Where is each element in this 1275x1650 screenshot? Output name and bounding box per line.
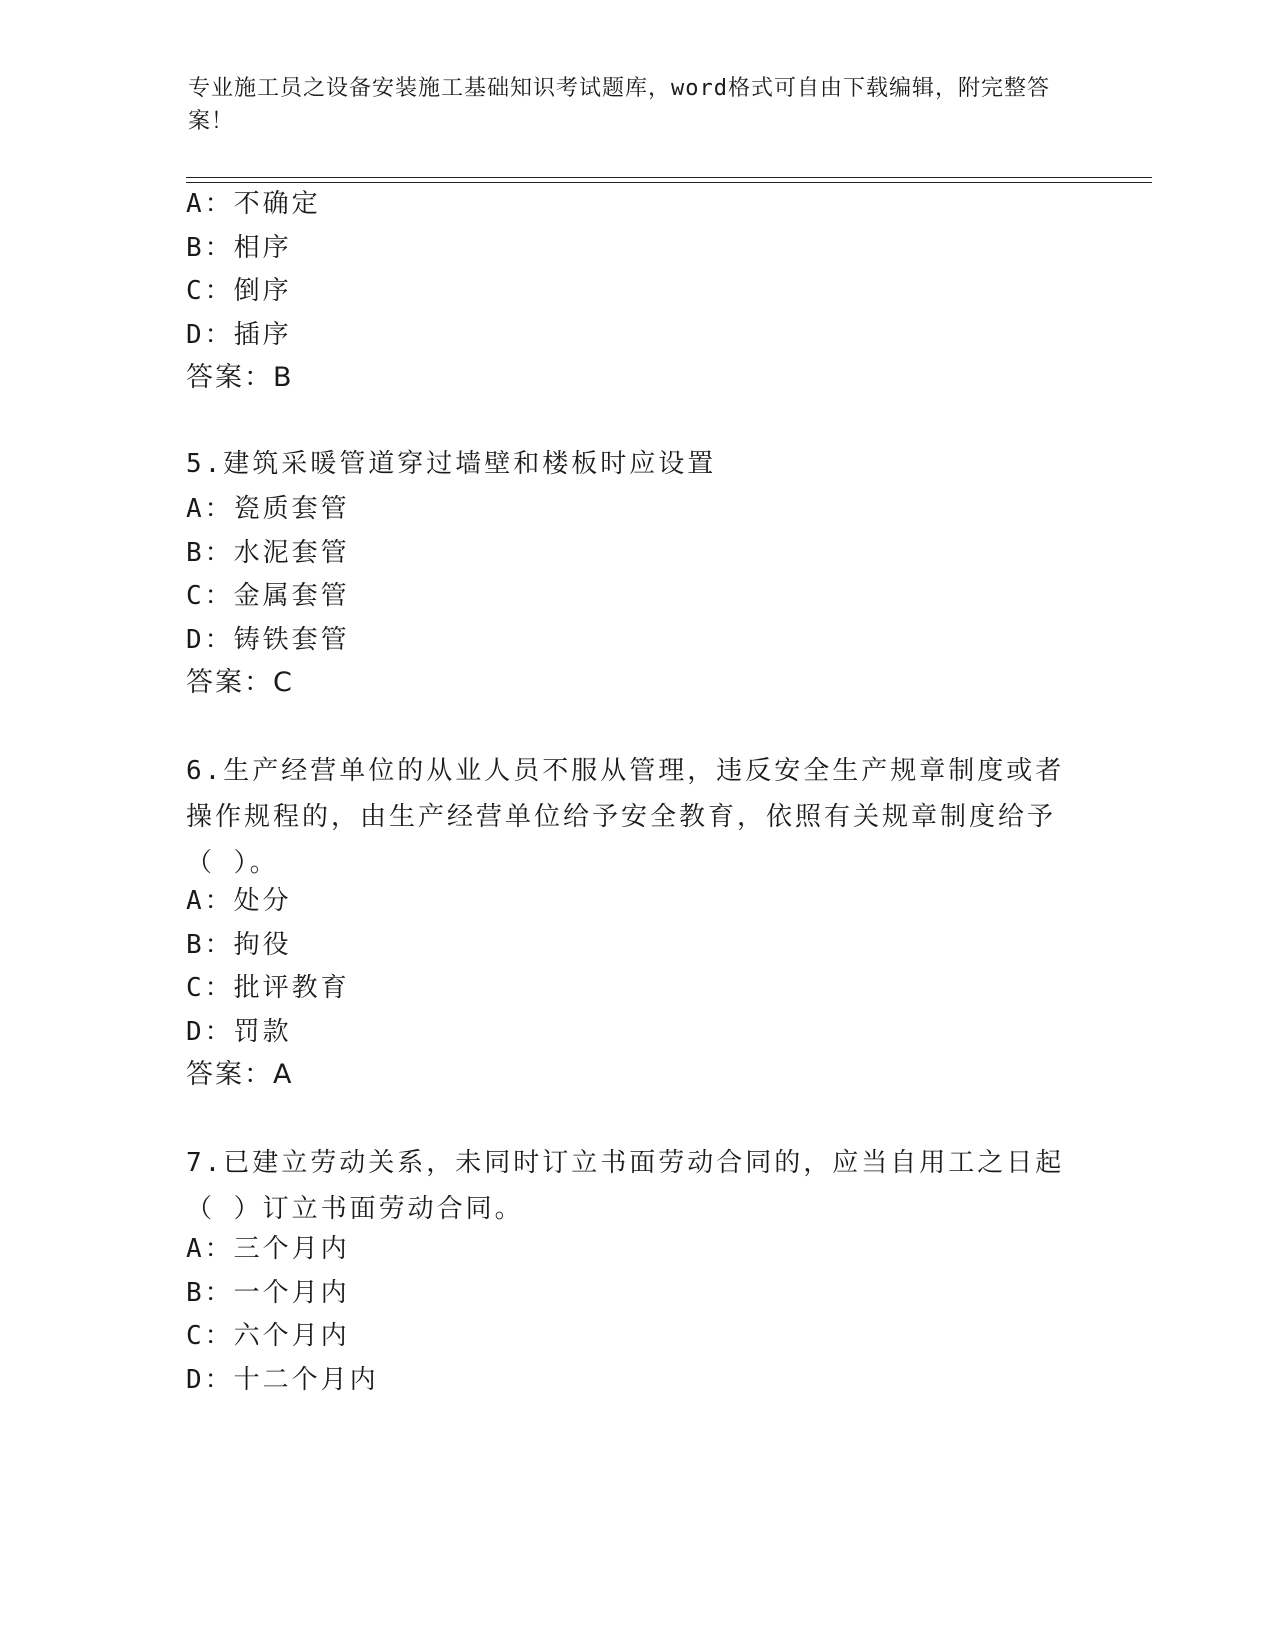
q4-option-c: C：倒序: [186, 276, 292, 306]
q4-option-b: B：相序: [186, 233, 292, 263]
q6-option-d: D：罚款: [186, 1017, 292, 1047]
q4-answer: 答案：B: [186, 362, 294, 393]
q5-option-a: A：瓷质套管: [186, 494, 350, 524]
q7-option-b: B：一个月内: [186, 1278, 350, 1308]
q6-option-a: A：处分: [186, 886, 292, 916]
q6-option-c: C：批评教育: [186, 973, 350, 1003]
q7-option-c: C：六个月内: [186, 1321, 350, 1351]
q5-option-d: D：铸铁套管: [186, 625, 350, 655]
document-header: 专业施工员之设备安装施工基础知识考试题库，word格式可自由下载编辑，附完整答案！: [188, 76, 1050, 134]
q7-stem: 7.已建立劳动关系，未同时订立书面劳动合同的，应当自用工之日起（ ）订立书面劳动合同。: [186, 1148, 1065, 1224]
q4-option-a: A：不确定: [186, 189, 321, 219]
q5-answer: 答案：C: [186, 667, 294, 698]
q5-option-b: B：水泥套管: [186, 538, 350, 568]
q4-option-d: D：插序: [186, 320, 292, 350]
q6-answer: 答案：A: [186, 1059, 294, 1090]
q5-option-c: C：金属套管: [186, 581, 350, 611]
q6-stem: 6.生产经营单位的从业人员不服从管理，违反安全生产规章制度或者操作规程的，由生产经营单位给予安全教育，依照有关规章制度给予（ ）。: [186, 756, 1065, 878]
q6-option-b: B：拘役: [186, 930, 292, 960]
header-rule-bottom: [186, 182, 1152, 183]
q7-option-a: A：三个月内: [186, 1234, 350, 1264]
header-rule-top: [186, 177, 1152, 178]
q7-option-d: D：十二个月内: [186, 1365, 379, 1395]
q5-stem: 5.建筑采暖管道穿过墙壁和楼板时应设置: [186, 449, 717, 479]
